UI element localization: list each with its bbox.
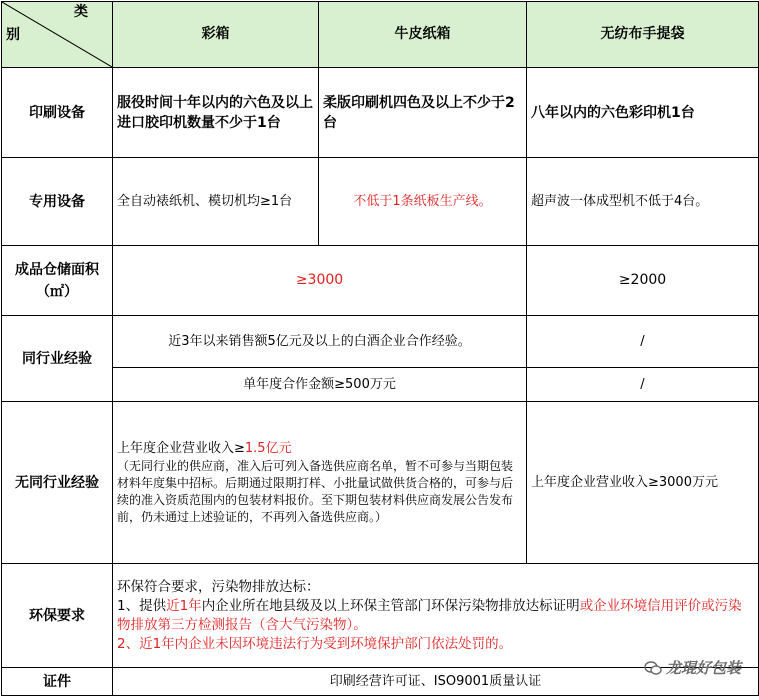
watermark xyxy=(644,657,741,678)
row-storage-label: 成品仓储面积（㎡） xyxy=(2,246,113,316)
header-corner-bottom: 别 xyxy=(6,27,20,43)
row-environment xyxy=(2,564,759,668)
no-experience-detail: （无同行业的供应商，准入后可列入备选供应商名单，暂不可参与当期包装材料年度集中招标。后期通过限期打样、小批量试做供货合格的，可参与后续的准入资质范围内的包装材料报价。至下期包装材料供应商发展公告发布前，仍未通过上述验证的，不再列入备选供应商。） xyxy=(117,458,514,524)
row-special-col1: 全自动裱纸机、模切机均≥1台 xyxy=(113,158,319,246)
requirements-table xyxy=(1,1,759,696)
env-item1-d: 或企业环境信用评价或污染物排放第三方检测报告（含大气污染物）。 xyxy=(117,597,742,633)
env-item1-b: 近1年 xyxy=(166,597,202,614)
revenue-value: 1.5亿元 xyxy=(244,440,292,456)
row-no-experience-label: 无同行业经验 xyxy=(2,402,113,564)
row-printing-label: 印刷设备 xyxy=(2,68,113,158)
header-row xyxy=(2,2,759,68)
row-experience-line1: 近3年以来销售额5亿元及以上的白酒企业合作经验。 xyxy=(113,316,527,368)
row-experience-1 xyxy=(2,316,759,368)
environment-intro: 环保符合要求，污染物排放达标： xyxy=(117,578,320,595)
env-item1-c: 内企业所在地县级及以上环保主管部门环保污染物排放达标证明 xyxy=(201,597,580,614)
row-storage xyxy=(2,246,759,316)
row-printing-col3: 八年以内的六色彩印机1台 xyxy=(527,68,759,158)
row-experience-2 xyxy=(2,368,759,402)
row-no-experience-col12 xyxy=(113,402,527,564)
row-special-col2: 不低于1条纸板生产线。 xyxy=(319,158,527,246)
row-no-experience xyxy=(2,402,759,564)
row-environment-label: 环保要求 xyxy=(2,564,113,668)
row-printing-col2: 柔版印刷机四色及以上不少于2台 xyxy=(319,68,527,158)
row-environment-content xyxy=(113,564,759,668)
row-storage-col12: ≥3000 xyxy=(113,246,527,316)
row-experience-label: 同行业经验 xyxy=(2,316,113,402)
header-col-nonwoven-bag: 无纺布手提袋 xyxy=(527,2,759,68)
watermark-text: 龙琨好包装 xyxy=(665,659,741,677)
row-experience-line1-col3: / xyxy=(527,316,759,368)
env-item1-a: 1、提供 xyxy=(117,597,167,614)
row-special-label: 专用设备 xyxy=(2,158,113,246)
header-corner xyxy=(2,2,113,68)
row-no-experience-col3: 上年度企业营业收入≥3000万元 xyxy=(527,402,759,564)
environment-item2: 2、近1年内企业未因环境违法行为受到环境保护部门依法处罚的。 xyxy=(117,635,513,652)
header-col-kraft-box: 牛皮纸箱 xyxy=(319,2,527,68)
environment-item1 xyxy=(117,597,754,635)
wechat-icon xyxy=(644,661,662,675)
row-special-col3: 超声波一体成型机不低于4台。 xyxy=(527,158,759,246)
header-col-color-box: 彩箱 xyxy=(113,2,319,68)
row-special xyxy=(2,158,759,246)
row-storage-col3: ≥2000 xyxy=(527,246,759,316)
revenue-prefix: 上年度企业营业收入≥ xyxy=(117,440,245,456)
row-printing xyxy=(2,68,759,158)
row-certificate-value: 印刷经营许可证、ISO9001质量认证 xyxy=(113,668,759,696)
row-experience-line2-col3: / xyxy=(527,368,759,402)
no-experience-revenue xyxy=(117,440,522,458)
row-printing-col1: 服役时间十年以内的六色及以上进口胶印机数量不少于1台 xyxy=(113,68,319,158)
row-certificate-label: 证件 xyxy=(2,668,113,696)
row-experience-line2: 单年度合作金额≥500万元 xyxy=(113,368,527,402)
header-corner-top: 类 xyxy=(74,4,88,20)
